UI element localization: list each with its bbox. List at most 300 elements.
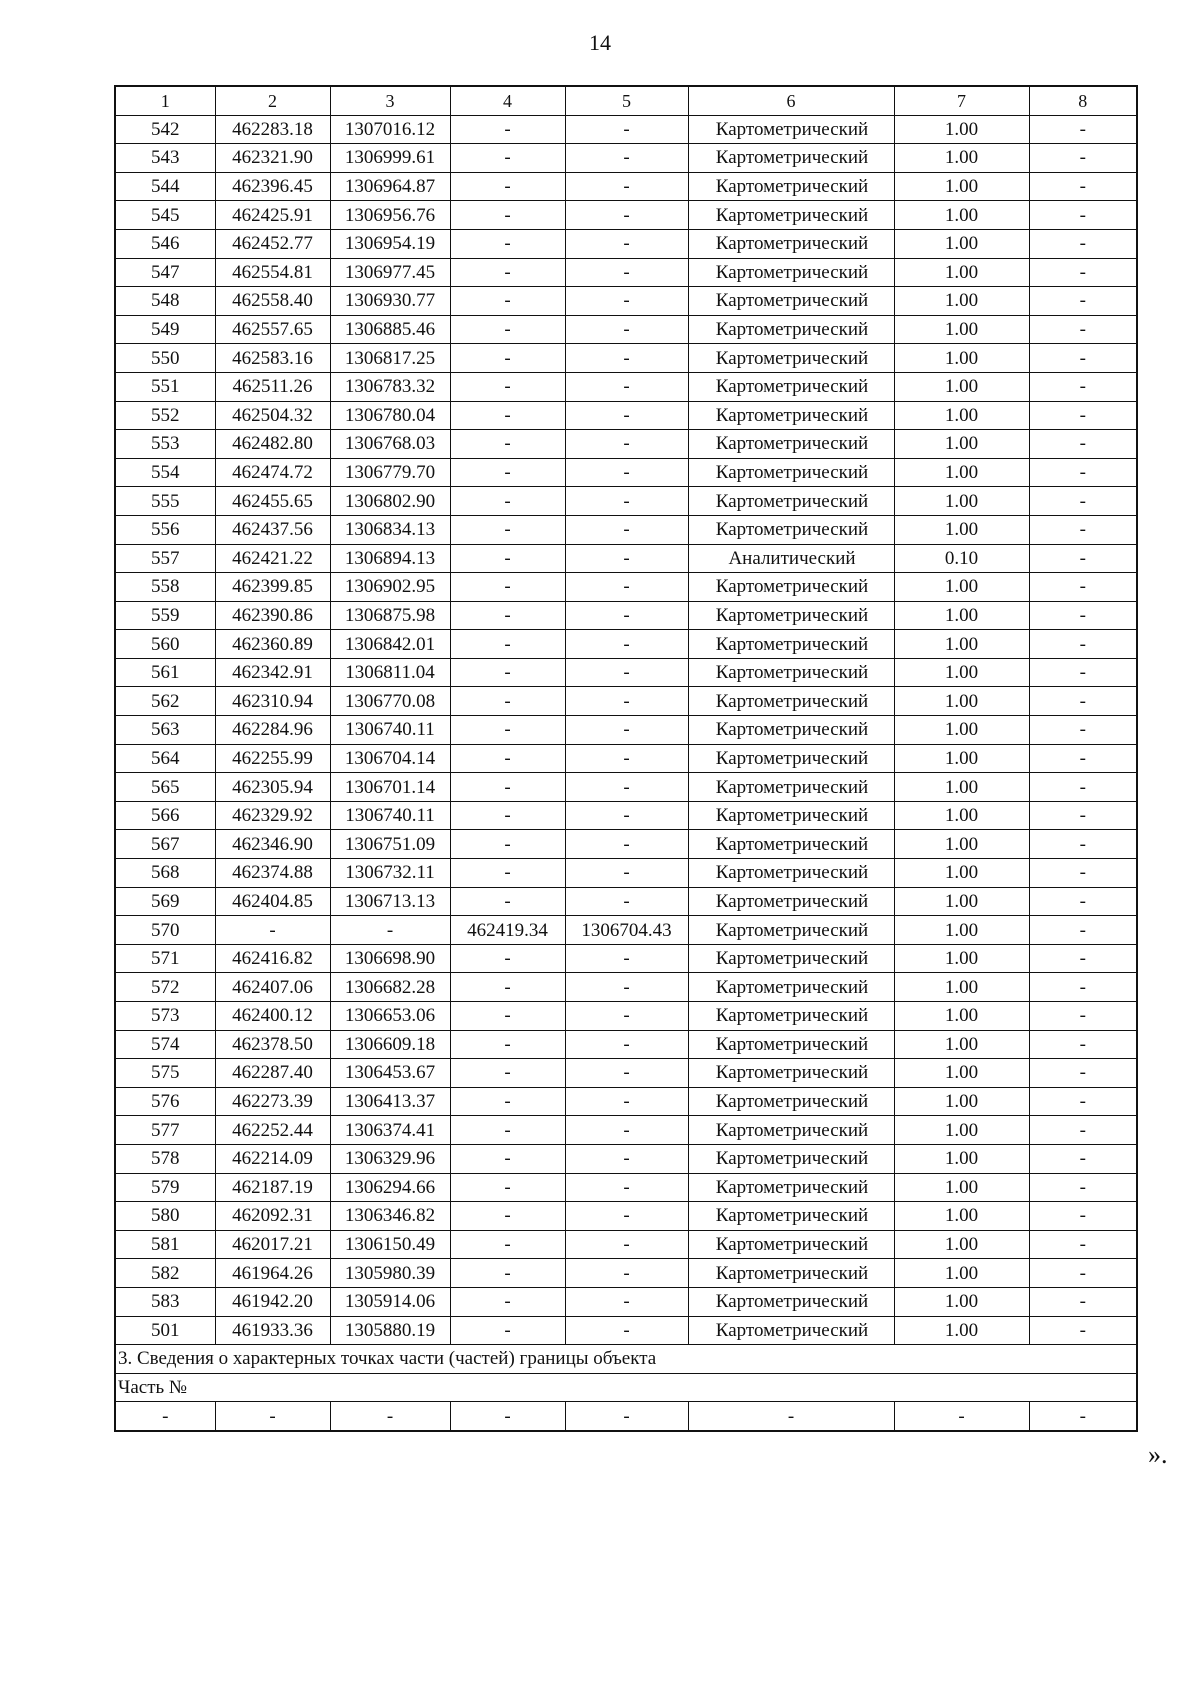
table-cell: -: [1029, 1002, 1137, 1031]
table-cell: 1306875.98: [330, 601, 450, 630]
table-cell: 1306956.76: [330, 201, 450, 230]
table-cell: -: [1029, 1173, 1137, 1202]
table-cell: 1306779.70: [330, 458, 450, 487]
table-cell: -: [450, 201, 565, 230]
table-cell: -: [565, 401, 688, 430]
table-cell: 462399.85: [215, 573, 330, 602]
table-cell: 563: [115, 716, 215, 745]
table-cell: -: [1029, 887, 1137, 916]
section-heading-row: [115, 1345, 1137, 1374]
table-cell: 564: [115, 744, 215, 773]
table-cell: 1306740.11: [330, 716, 450, 745]
table-cell: Картометрический: [688, 830, 894, 859]
table-cell: 1.00: [894, 601, 1029, 630]
table-cell: Картометрический: [688, 944, 894, 973]
table-cell: 544: [115, 172, 215, 201]
table-cell: 1306770.08: [330, 687, 450, 716]
column-header-cell: 7: [894, 86, 1029, 115]
table-cell: 462252.44: [215, 1116, 330, 1145]
table-cell: -: [450, 1202, 565, 1231]
table-cell: 1.00: [894, 287, 1029, 316]
table-cell: 1.00: [894, 430, 1029, 459]
table-cell: 1.00: [894, 973, 1029, 1002]
table-cell: 576: [115, 1087, 215, 1116]
table-cell: -: [565, 458, 688, 487]
table-cell: 1.00: [894, 1173, 1029, 1202]
table-cell: -: [565, 344, 688, 373]
table-cell: -: [330, 1402, 450, 1431]
table-cell: 1.00: [894, 172, 1029, 201]
page-number: 14: [589, 30, 611, 55]
table-cell: -: [565, 573, 688, 602]
table-cell: -: [215, 1402, 330, 1431]
table-cell: Картометрический: [688, 744, 894, 773]
table-cell: 1.00: [894, 887, 1029, 916]
table-cell: -: [450, 544, 565, 573]
table-cell: Картометрический: [688, 172, 894, 201]
table-cell: 462396.45: [215, 172, 330, 201]
table-cell: Картометрический: [688, 1287, 894, 1316]
table-cell: Картометрический: [688, 1230, 894, 1259]
table-cell: -: [1029, 859, 1137, 888]
table-cell: -: [565, 201, 688, 230]
table-cell: -: [450, 372, 565, 401]
table-cell: -: [450, 1144, 565, 1173]
table-cell: 462092.31: [215, 1202, 330, 1231]
table-row: [115, 573, 1137, 602]
table-row: [115, 601, 1137, 630]
table-cell: -: [450, 1259, 565, 1288]
table-cell: 1.00: [894, 1202, 1029, 1231]
table-cell: Картометрический: [688, 801, 894, 830]
table-cell: 1.00: [894, 1116, 1029, 1145]
table-cell: 1.00: [894, 372, 1029, 401]
table-cell: -: [1029, 1116, 1137, 1145]
table-cell: -: [565, 1230, 688, 1259]
table-cell: -: [450, 258, 565, 287]
table-cell: 1.00: [894, 716, 1029, 745]
table-row: [115, 1287, 1137, 1316]
table-cell: Картометрический: [688, 1259, 894, 1288]
table-row: [115, 973, 1137, 1002]
table-cell: 556: [115, 515, 215, 544]
table-cell: 462187.19: [215, 1173, 330, 1202]
table-cell: -: [450, 144, 565, 173]
column-header-cell: 1: [115, 86, 215, 115]
closing-quote-mark: ».: [1148, 1440, 1168, 1469]
table-cell: -: [450, 287, 565, 316]
part-label: Часть №: [115, 1373, 1137, 1402]
table-cell: -: [565, 115, 688, 144]
table-cell: -: [1029, 1316, 1137, 1345]
table-cell: 565: [115, 773, 215, 802]
table-cell: 578: [115, 1144, 215, 1173]
table-cell: 1306930.77: [330, 287, 450, 316]
table-cell: 1.00: [894, 458, 1029, 487]
table-cell: 1306150.49: [330, 1230, 450, 1259]
table-cell: 542: [115, 115, 215, 144]
table-cell: 462558.40: [215, 287, 330, 316]
table-cell: 1.00: [894, 801, 1029, 830]
table-cell: -: [1029, 1287, 1137, 1316]
table-cell: 1306977.45: [330, 258, 450, 287]
table-cell: -: [450, 801, 565, 830]
table-cell: -: [565, 1087, 688, 1116]
table-cell: -: [565, 630, 688, 659]
table-cell: 1305880.19: [330, 1316, 450, 1345]
table-cell: -: [688, 1402, 894, 1431]
table-cell: 1306294.66: [330, 1173, 450, 1202]
table-cell: 571: [115, 944, 215, 973]
table-cell: -: [450, 315, 565, 344]
table-cell: -: [450, 658, 565, 687]
table-cell: 1.00: [894, 1002, 1029, 1031]
table-cell: 1306653.06: [330, 1002, 450, 1031]
table-cell: 575: [115, 1059, 215, 1088]
table-cell: 462329.92: [215, 801, 330, 830]
table-cell: 573: [115, 1002, 215, 1031]
table-cell: -: [1029, 1259, 1137, 1288]
table-cell: -: [1029, 115, 1137, 144]
table-cell: 550: [115, 344, 215, 373]
table-cell: -: [450, 430, 565, 459]
table-cell: 1306999.61: [330, 144, 450, 173]
table-cell: -: [1029, 744, 1137, 773]
table-row: [115, 658, 1137, 687]
table-row: [115, 1030, 1137, 1059]
table-cell: Картометрический: [688, 115, 894, 144]
table-cell: -: [565, 687, 688, 716]
table-cell: 462360.89: [215, 630, 330, 659]
table-cell: 554: [115, 458, 215, 487]
table-cell: 562: [115, 687, 215, 716]
table-cell: Картометрический: [688, 344, 894, 373]
table-cell: 583: [115, 1287, 215, 1316]
table-cell: Картометрический: [688, 973, 894, 1002]
table-cell: 1.00: [894, 344, 1029, 373]
table-cell: 462342.91: [215, 658, 330, 687]
table-cell: -: [1029, 773, 1137, 802]
table-cell: 1306802.90: [330, 487, 450, 516]
table-cell: Картометрический: [688, 887, 894, 916]
table-cell: Картометрический: [688, 1173, 894, 1202]
table-cell: Картометрический: [688, 458, 894, 487]
table-row: [115, 887, 1137, 916]
table-cell: 1.00: [894, 1087, 1029, 1116]
table-cell: 548: [115, 287, 215, 316]
table-row: [115, 1087, 1137, 1116]
table-cell: 1306885.46: [330, 315, 450, 344]
table-cell: 1.00: [894, 687, 1029, 716]
table-cell: -: [450, 1230, 565, 1259]
table-row: [115, 916, 1137, 945]
table-cell: Картометрический: [688, 601, 894, 630]
table-cell: 462273.39: [215, 1087, 330, 1116]
table-cell: -: [565, 744, 688, 773]
table-cell: 1306701.14: [330, 773, 450, 802]
table-row: [115, 515, 1137, 544]
table-cell: Картометрический: [688, 287, 894, 316]
table-cell: -: [1029, 315, 1137, 344]
table-cell: -: [450, 1030, 565, 1059]
table-cell: -: [1029, 458, 1137, 487]
table-cell: -: [565, 1030, 688, 1059]
table-cell: -: [450, 1116, 565, 1145]
table-cell: Картометрический: [688, 258, 894, 287]
table-cell: 1.00: [894, 1287, 1029, 1316]
table-cell: 1306783.32: [330, 372, 450, 401]
table-cell: -: [565, 859, 688, 888]
column-header-row: [115, 86, 1137, 115]
table-row: [115, 859, 1137, 888]
table-cell: 462346.90: [215, 830, 330, 859]
table-cell: Картометрический: [688, 916, 894, 945]
table-row: [115, 1059, 1137, 1088]
table-cell: 1306768.03: [330, 430, 450, 459]
table-cell: -: [450, 401, 565, 430]
table-cell: Картометрический: [688, 1059, 894, 1088]
table-cell: -: [450, 630, 565, 659]
table-row: [115, 1316, 1137, 1345]
table-row: [115, 1202, 1137, 1231]
table-cell: -: [450, 1316, 565, 1345]
table-cell: -: [1029, 716, 1137, 745]
table-cell: Аналитический: [688, 544, 894, 573]
table-cell: Картометрический: [688, 1002, 894, 1031]
table-cell: 1.00: [894, 115, 1029, 144]
table-cell: 1.00: [894, 401, 1029, 430]
table-cell: -: [115, 1402, 215, 1431]
table-cell: -: [1029, 1030, 1137, 1059]
table-cell: -: [450, 1402, 565, 1431]
table-cell: -: [450, 859, 565, 888]
table-cell: 501: [115, 1316, 215, 1345]
table-cell: -: [565, 1144, 688, 1173]
table-cell: -: [450, 515, 565, 544]
table-cell: -: [1029, 801, 1137, 830]
table-cell: Картометрический: [688, 372, 894, 401]
table-cell: 1306374.41: [330, 1116, 450, 1145]
table-row: [115, 172, 1137, 201]
table-cell: -: [450, 1287, 565, 1316]
table-cell: 462554.81: [215, 258, 330, 287]
table-cell: -: [1029, 515, 1137, 544]
table-cell: -: [1029, 1202, 1137, 1231]
table-cell: Картометрический: [688, 1202, 894, 1231]
table-cell: 570: [115, 916, 215, 945]
table-cell: 1.00: [894, 630, 1029, 659]
table-cell: -: [565, 544, 688, 573]
table-cell: 462419.34: [450, 916, 565, 945]
table-cell: -: [565, 287, 688, 316]
table-cell: -: [1029, 430, 1137, 459]
table-cell: 462504.32: [215, 401, 330, 430]
table-cell: 1.00: [894, 859, 1029, 888]
table-cell: -: [565, 229, 688, 258]
table-cell: -: [565, 1002, 688, 1031]
table-cell: 1.00: [894, 1144, 1029, 1173]
table-cell: -: [450, 773, 565, 802]
table-cell: 462482.80: [215, 430, 330, 459]
table-cell: -: [450, 573, 565, 602]
table-cell: -: [565, 315, 688, 344]
table-cell: -: [450, 887, 565, 916]
table-cell: 581: [115, 1230, 215, 1259]
table-row: [115, 744, 1137, 773]
table-cell: 1.00: [894, 144, 1029, 173]
table-cell: 462390.86: [215, 601, 330, 630]
table-cell: 1.00: [894, 515, 1029, 544]
table-cell: -: [894, 1402, 1029, 1431]
table-cell: 1306453.67: [330, 1059, 450, 1088]
column-header-cell: 2: [215, 86, 330, 115]
table-cell: 1306954.19: [330, 229, 450, 258]
table-cell: 462437.56: [215, 515, 330, 544]
table-row: [115, 944, 1137, 973]
table-cell: -: [565, 144, 688, 173]
table-cell: -: [450, 1002, 565, 1031]
table-cell: 462283.18: [215, 115, 330, 144]
table-cell: 462474.72: [215, 458, 330, 487]
table-cell: 558: [115, 573, 215, 602]
table-cell: 551: [115, 372, 215, 401]
table-cell: -: [565, 487, 688, 516]
table-cell: 1.00: [894, 573, 1029, 602]
table-cell: Картометрический: [688, 201, 894, 230]
table-cell: 561: [115, 658, 215, 687]
table-row: [115, 830, 1137, 859]
table-cell: 553: [115, 430, 215, 459]
table-cell: 1306811.04: [330, 658, 450, 687]
table-cell: 1306413.37: [330, 1087, 450, 1116]
table-cell: 1.00: [894, 830, 1029, 859]
table-cell: 543: [115, 144, 215, 173]
table-row: [115, 229, 1137, 258]
table-row: [115, 144, 1137, 173]
table-row: [115, 544, 1137, 573]
table-cell: -: [450, 973, 565, 1002]
table-row: [115, 344, 1137, 373]
table-cell: -: [450, 744, 565, 773]
table-cell: 559: [115, 601, 215, 630]
table-cell: -: [450, 687, 565, 716]
table-cell: -: [1029, 1059, 1137, 1088]
table-cell: -: [565, 716, 688, 745]
table-cell: Картометрический: [688, 144, 894, 173]
table-cell: -: [1029, 544, 1137, 573]
table-cell: 1305914.06: [330, 1287, 450, 1316]
table-cell: 555: [115, 487, 215, 516]
table-cell: 462017.21: [215, 1230, 330, 1259]
column-header-cell: 3: [330, 86, 450, 115]
table-cell: 462425.91: [215, 201, 330, 230]
table-cell: 1306740.11: [330, 801, 450, 830]
table-cell: -: [565, 1116, 688, 1145]
table-cell: 546: [115, 229, 215, 258]
table-cell: -: [450, 601, 565, 630]
table-row: [115, 1230, 1137, 1259]
table-cell: -: [565, 430, 688, 459]
table-cell: 462214.09: [215, 1144, 330, 1173]
table-cell: -: [1029, 372, 1137, 401]
table-cell: -: [1029, 658, 1137, 687]
table-cell: Картометрический: [688, 315, 894, 344]
table-cell: 462287.40: [215, 1059, 330, 1088]
table-cell: -: [565, 944, 688, 973]
table-cell: 1305980.39: [330, 1259, 450, 1288]
table-cell: -: [1029, 401, 1137, 430]
table-cell: -: [1029, 487, 1137, 516]
table-cell: 1306902.95: [330, 573, 450, 602]
table-cell: 1.00: [894, 1316, 1029, 1345]
table-cell: -: [565, 601, 688, 630]
table-cell: -: [1029, 287, 1137, 316]
table-cell: -: [450, 1087, 565, 1116]
table-cell: Картометрический: [688, 1316, 894, 1345]
table-cell: 1.00: [894, 1230, 1029, 1259]
table-cell: -: [565, 372, 688, 401]
table-cell: 567: [115, 830, 215, 859]
table-cell: 1306698.90: [330, 944, 450, 973]
table-cell: Картометрический: [688, 1144, 894, 1173]
table-cell: 1.00: [894, 744, 1029, 773]
table-cell: -: [1029, 573, 1137, 602]
table-cell: 1306346.82: [330, 1202, 450, 1231]
table-cell: -: [565, 258, 688, 287]
table-row: [115, 687, 1137, 716]
table-body: [115, 86, 1137, 1431]
table-cell: 582: [115, 1259, 215, 1288]
table-cell: -: [1029, 201, 1137, 230]
column-header-cell: 4: [450, 86, 565, 115]
table-cell: Картометрический: [688, 401, 894, 430]
table-cell: -: [565, 172, 688, 201]
table-cell: 0.10: [894, 544, 1029, 573]
table-cell: -: [450, 1059, 565, 1088]
column-header-cell: 6: [688, 86, 894, 115]
table-cell: Картометрический: [688, 229, 894, 258]
table-cell: -: [330, 916, 450, 945]
table-cell: -: [1029, 1144, 1137, 1173]
table-cell: -: [215, 916, 330, 945]
table-cell: -: [450, 115, 565, 144]
table-cell: -: [1029, 944, 1137, 973]
table-cell: Картометрический: [688, 687, 894, 716]
table-cell: 1306704.43: [565, 916, 688, 945]
table-cell: 462404.85: [215, 887, 330, 916]
table-row: [115, 1173, 1137, 1202]
table-cell: -: [565, 830, 688, 859]
table-cell: 552: [115, 401, 215, 430]
table-row: [115, 115, 1137, 144]
table-cell: -: [565, 1316, 688, 1345]
table-cell: 461933.36: [215, 1316, 330, 1345]
table-cell: 1.00: [894, 916, 1029, 945]
table-cell: -: [1029, 916, 1137, 945]
table-cell: 1.00: [894, 229, 1029, 258]
empty-part-row: [115, 1402, 1137, 1431]
table-row: [115, 1144, 1137, 1173]
table-cell: 462284.96: [215, 716, 330, 745]
table-cell: 572: [115, 973, 215, 1002]
table-cell: -: [450, 229, 565, 258]
table-cell: -: [565, 1173, 688, 1202]
table-row: [115, 401, 1137, 430]
table-cell: -: [565, 1059, 688, 1088]
table-cell: 462378.50: [215, 1030, 330, 1059]
table-cell: 1306713.13: [330, 887, 450, 916]
table-cell: -: [450, 458, 565, 487]
